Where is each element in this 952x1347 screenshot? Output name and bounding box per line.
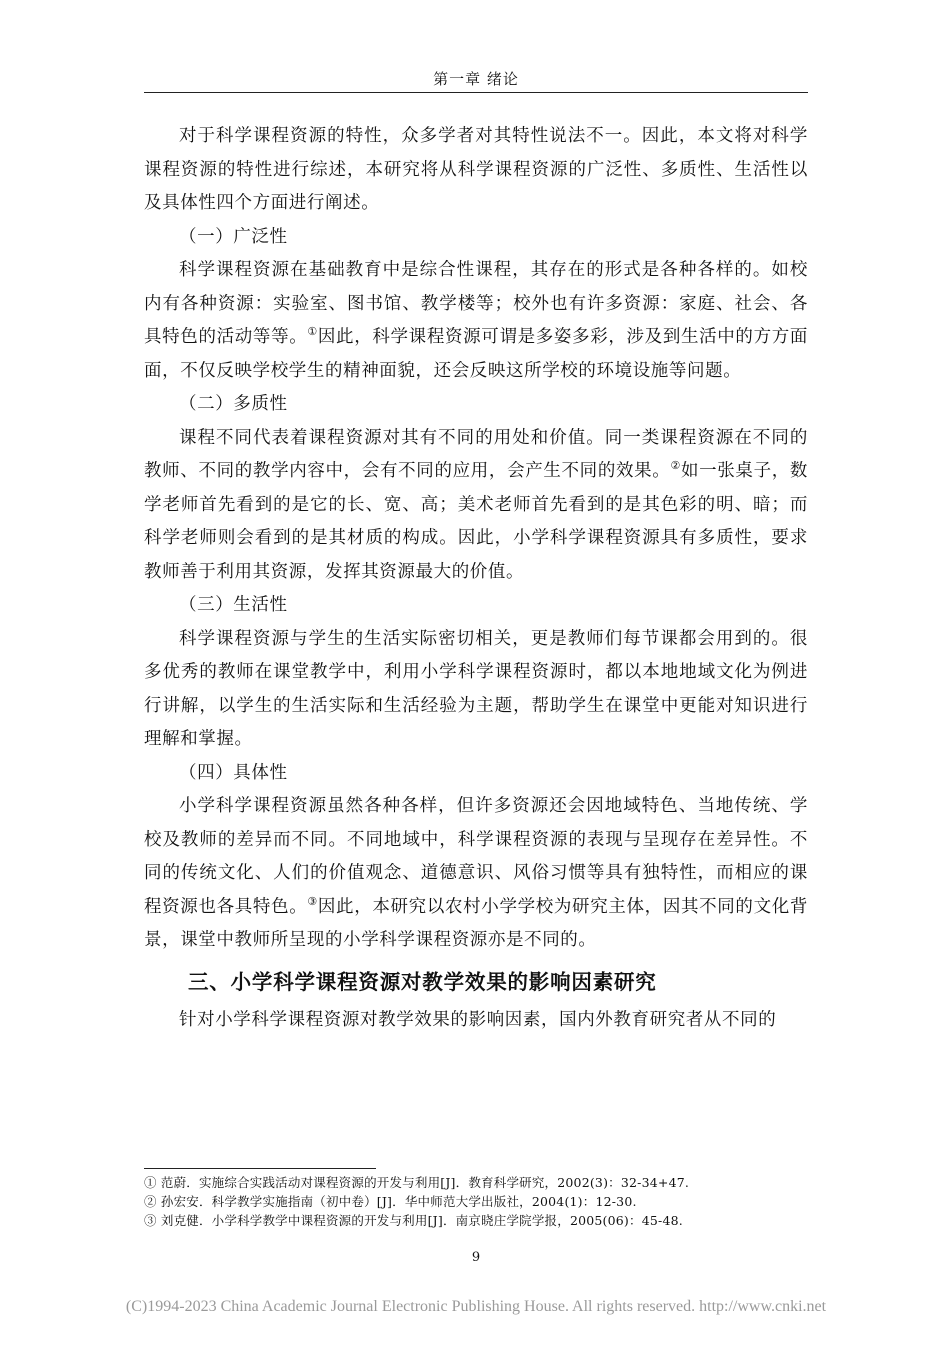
body-text xyxy=(144,120,808,1037)
paragraph-text: 小学科学课程资源虽然各种各样，但许多资源还会因地域特色、当地传统、学校及教师的差异而不同。不同地域中，科学课程资源的表现与呈现存在差异性。不同的传统文化、人们的价值观念、道德意识、风俗习惯等具有独特性，而相应的课程资源也各具特色。 xyxy=(144,796,808,917)
paragraph-text: 课程不同代表着课程资源对其有不同的用处和价值。同一类课程资源在不同的教师、不同的教学内容中，会有不同的应用，会产生不同的效果。 xyxy=(144,427,808,481)
paragraph-life: 科学课程资源与学生的生活实际密切相关，更是教师们每节课都会用到的。很多优秀的教师在课堂教学中，利用小学科学课程资源时，都以本地地域文化为例进行讲解，以学生的生活实际和生活经验为主题，帮助学生在课堂中更能对知识进行理解和掌握。 xyxy=(144,628,808,749)
paragraph-breadth xyxy=(144,254,808,388)
subsection-heading-4: （四）具体性 xyxy=(179,762,288,783)
section-paragraph: 针对小学科学课程资源对教学效果的影响因素，国内外教育研究者从不同的 xyxy=(179,1009,777,1030)
running-header: 第一章 绪论 xyxy=(433,70,519,88)
header-rule xyxy=(144,92,808,93)
paragraph-text: 因此，科学课程资源可谓是多姿多彩，涉及到生活中的方方面面，不仅反映学校学生的精神面貌，还会反映这所学校的环境设施等问题。 xyxy=(144,327,808,381)
footnote-mark-2[interactable]: ② xyxy=(670,459,681,473)
footnote-rule xyxy=(144,1168,376,1169)
paragraph-text: 因此，本研究以农村小学学校为研究主体，因其不同的文化背景，课堂中教师所呈现的小学科学课程资源亦是不同的。 xyxy=(144,896,808,950)
footnote-2: ② 孙宏安．科学教学实施指南（初中卷）[J]．华中师范大学出版社，2004(1)：12-30. xyxy=(144,1194,637,1209)
subsection-heading-1: （一）广泛性 xyxy=(179,226,288,247)
paragraph-text: 如一张桌子，数学老师首先看到的是它的长、宽、高；美术老师首先看到的是其色彩的明、暗；而科学老师则会看到的是其材质的构成。因此，小学科学课程资源具有多质性，要求教师善于利用其资源，发挥其资源最大的价值。 xyxy=(144,461,808,582)
paragraph-specificity xyxy=(144,790,808,958)
page-number: 9 xyxy=(471,1250,481,1265)
copyright-footer: (C)1994-2023 China Academic Journal Electronic Publishing House. All rights reserved. http://www.cnki.net xyxy=(125,1298,827,1315)
footnote-3: ③ 刘克健．小学科学教学中课程资源的开发与利用[J]．南京晓庄学院学报，2005(06)：45-48. xyxy=(144,1213,683,1228)
subsection-heading-3: （三）生活性 xyxy=(179,595,288,615)
paragraph-multiplicity xyxy=(144,422,808,590)
footnote-1: ① 范蔚．实施综合实践活动对课程资源的开发与利用[J]．教育科学研究，2002(3)：32-34+47. xyxy=(144,1175,690,1190)
intro-paragraph: 对于科学课程资源的特性，众多学者对其特性说法不一。因此，本文将对科学课程资源的特性进行综述，本研究将从科学课程资源的广泛性、多质性、生活性以及具体性四个方面进行阐述。 xyxy=(144,126,808,213)
paragraph-text: 科学课程资源在基础教育中是综合性课程，其存在的形式是各种各样的。如校内有各种资源：实验室、图书馆、教学楼等；校外也有许多资源：家庭、社会、各具特色的活动等等。 xyxy=(144,260,808,347)
footnotes xyxy=(144,1173,808,1230)
footnote-mark-1[interactable]: ① xyxy=(307,325,318,339)
subsection-heading-2: （二）多质性 xyxy=(179,394,288,414)
footnote-mark-3[interactable]: ③ xyxy=(307,894,318,908)
section-heading: 三、小学科学课程资源对教学效果的影响因素研究 xyxy=(188,969,657,994)
